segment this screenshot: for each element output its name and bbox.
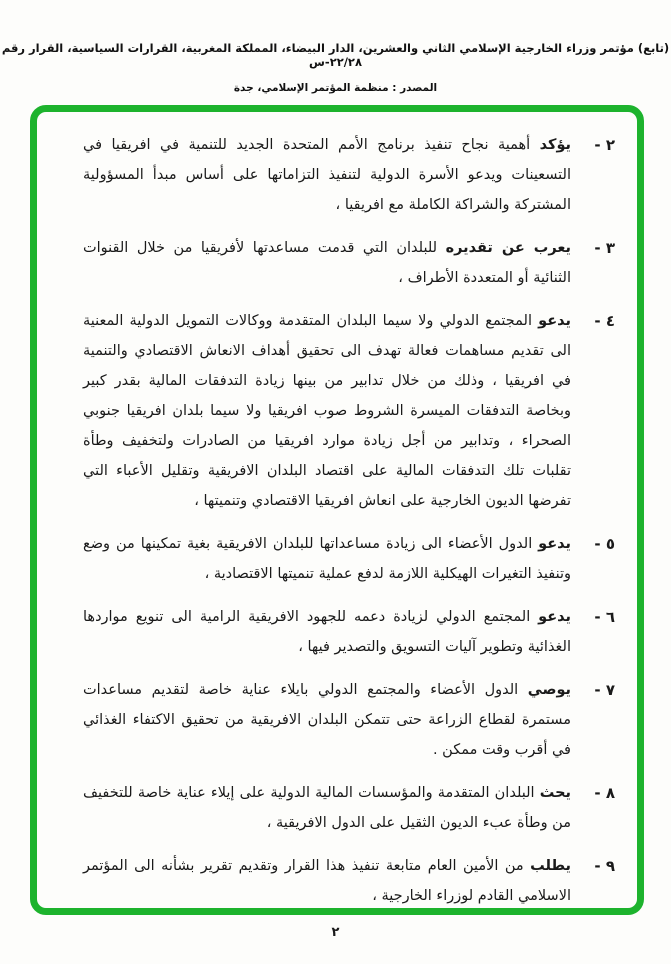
item-text xyxy=(75,602,571,662)
item-number: ٣ - xyxy=(594,239,615,257)
item-text xyxy=(75,233,571,293)
header-title: (تابع) مؤتمر وزراء الخارجية الإسلامي الثاني والعشرين، الدار البيضاء، المملكة المغربية، القرارات السياسية، القرار رقم ٢٢/٢٨-س xyxy=(1,41,670,69)
item-text xyxy=(75,529,571,589)
item-body-text: البلدان المتقدمة والمؤسسات المالية الدولية على إيلاء عناية خاصة للتخفيف من وطأة عبء الديون الثقيل على الدول الافريقية ، xyxy=(83,785,571,831)
item-lead-word: يدعو xyxy=(538,536,571,552)
item-body-text: المجتمع الدولي ولا سيما البلدان المتقدمة ووكالات التمويل الدولية المعنية الى تقديم مساهمات فعالة تهدف الى تحقيق أهداف الانعاش الاقتصادي والتنمية في افريقيا ، وذلك من خلال تدابير من بينها زيادة التدفقات المالية بقدر كبير وبخاصة التدفقات الميسرة الشروط صوب افريقيا ولا سيما بلدان افريقيا جنوبي الصحراء ، وتدابير من أجل زيادة موارد افريقيا من الصادرات ولتخفيف وطأة تقلبات تلك التدفقات المالية على اقتصاد البلدان الافريقية وتقليل الأعباء التي تفرضها الديون الخارجية على انعاش افريقيا الاقتصادي وتنميتها ، xyxy=(83,313,571,509)
item-lead-word: يحث xyxy=(539,785,571,801)
resolution-item-6 xyxy=(75,602,621,662)
item-lead-word: يطلب xyxy=(530,858,571,874)
item-text xyxy=(75,851,571,911)
page-number: ٢ xyxy=(331,925,340,940)
resolution-item-3 xyxy=(75,233,621,293)
item-lead-word: يعرب عن تقديره xyxy=(445,240,571,256)
item-text xyxy=(75,130,571,220)
header-source: المصدر : منظمة المؤتمر الإسلامي، جدة xyxy=(233,81,438,94)
resolution-item-2 xyxy=(75,130,621,220)
resolution-item-9 xyxy=(75,851,621,911)
resolution-item-5 xyxy=(75,529,621,589)
item-number: ٨ - xyxy=(594,784,615,802)
document-header xyxy=(0,0,671,94)
item-body-text: المجتمع الدولي لزيادة دعمه للجهود الافريقية الرامية الى تنويع مواردها الغذائية وتطوير آليات التسويق والتصدير فيها ، xyxy=(83,609,571,655)
item-body-text: من الأمين العام متابعة تنفيذ هذا القرار وتقديم تقرير بشأنه الى المؤتمر الاسلامي القادم لوزراء الخارجية ، xyxy=(83,858,571,904)
resolution-items-list xyxy=(75,130,621,911)
resolution-item-8 xyxy=(75,778,621,838)
resolution-item-7 xyxy=(75,675,621,765)
item-text xyxy=(75,306,571,516)
item-number: ٤ - xyxy=(594,312,615,330)
item-lead-word: يدعو xyxy=(538,313,571,329)
item-number: ٩ - xyxy=(594,857,615,875)
resolution-item-4 xyxy=(75,306,621,516)
document-border-frame xyxy=(30,105,644,915)
item-lead-word: يدعو xyxy=(538,609,571,625)
item-body-text: الدول الأعضاء والمجتمع الدولي بايلاء عناية خاصة لتقديم مساعدات مستمرة لقطاع الزراعة حتى تتمكن البلدان الافريقية من تحقيق الاكتفاء الغذائي في أقرب وقت ممكن . xyxy=(83,682,571,758)
item-lead-word: يؤكد xyxy=(539,137,571,153)
item-text xyxy=(75,778,571,838)
item-body-text: أهمية نجاح تنفيذ برنامج الأمم المتحدة الجديد للتنمية في افريقيا في التسعينات ويدعو الأسرة الدولية لتنفيذ التزاماتها على أساس مبدأ المسؤولية المشتركة والشراكة الكاملة مع افريقيا ، xyxy=(83,137,571,213)
item-body-text: الدول الأعضاء الى زيادة مساعداتها للبلدان الافريقية بغية تمكينها من وضع وتنفيذ التغيرات الهيكلية اللازمة لدفع عملية تنميتها الاقتصادية ، xyxy=(83,536,571,582)
item-number: ٢ - xyxy=(594,136,615,154)
item-number: ٥ - xyxy=(594,535,615,553)
item-text xyxy=(75,675,571,765)
item-lead-word: يوصي xyxy=(527,682,571,698)
item-body-text: للبلدان التي قدمت مساعدتها لأفريقيا من خلال القنوات الثنائية أو المتعددة الأطراف ، xyxy=(83,240,571,286)
item-number: ٧ - xyxy=(594,681,615,699)
item-number: ٦ - xyxy=(594,608,615,626)
